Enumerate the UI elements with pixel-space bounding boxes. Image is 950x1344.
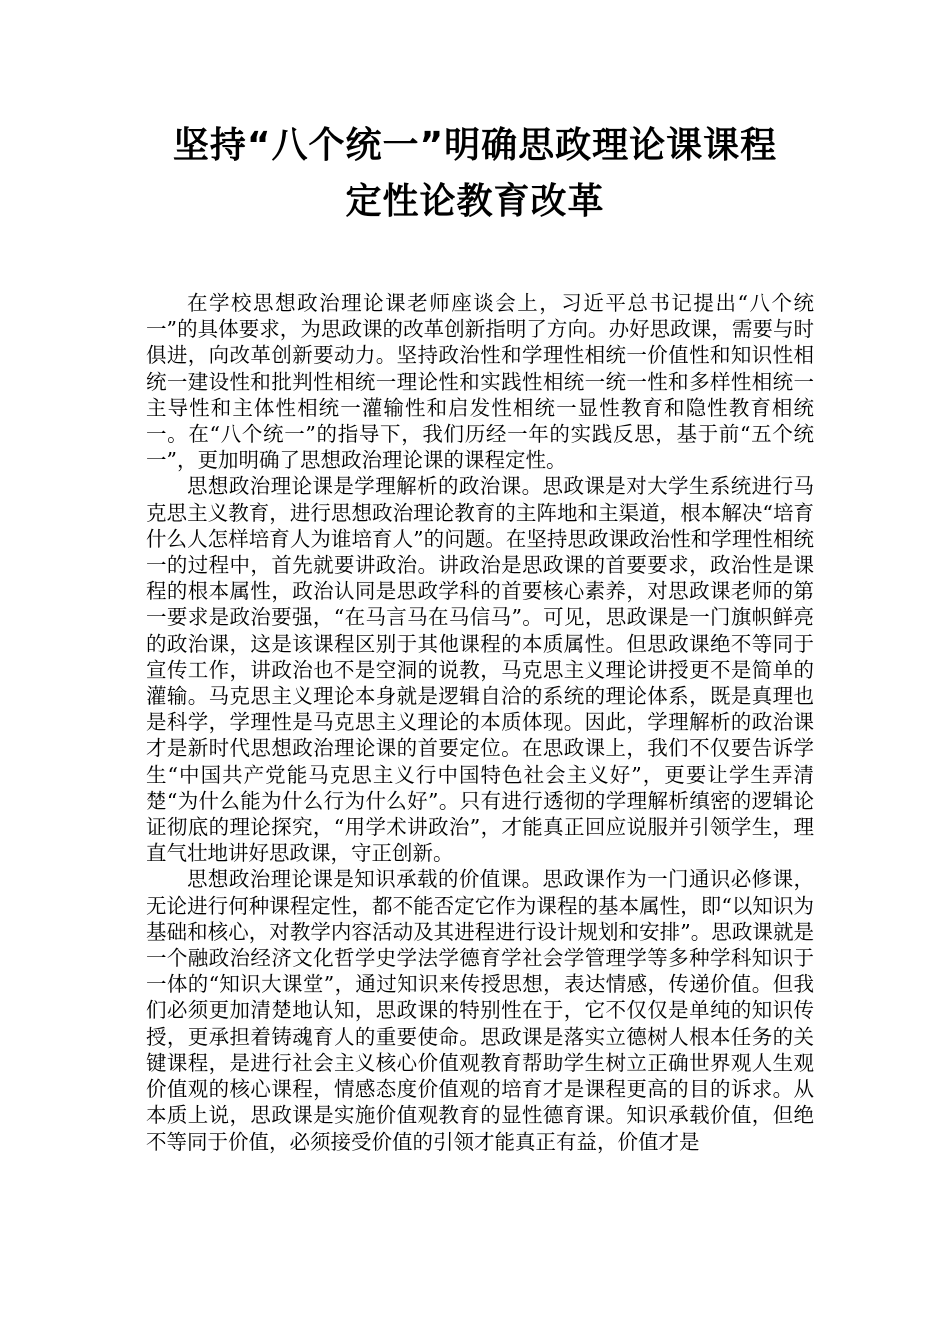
document-body: [146, 290, 814, 1155]
paragraph-3: 思想政治理论课是知识承载的价值课。思政课作为一门通识必修课，无论进行何种课程定性，都不能否定它作为课程的基本属性，即“以知识为基础和核心，对教学内容活动及其进程进行设计规划和安排”。思政课就是一个融政治经济文化哲学史学法学德育学社会学管理学等多种学科知识于一体的“知识大课堂”，通过知识来传授思想，表达情感，传递价值。但我们必须更加清楚地认知，思政课的特别性在于，它不仅仅是单纯的知识传授，更承担着铸魂育人的重要使命。思政课是落实立德树人根本任务的关键课程，是进行社会主义核心价值观教育帮助学生树立正确世界观人生观价值观的核心课程，情感态度价值观的培育才是课程更高的目的诉求。从本质上说，思政课是实施价值观教育的显性德育课。知识承载价值，但绝不等同于价值，必须接受价值的引领才能真正有益，价值才是: [146, 867, 814, 1154]
paragraph-1: 在学校思想政治理论课老师座谈会上，习近平总书记提出“八个统一”的具体要求，为思政课的改革创新指明了方向。办好思政课，需要与时俱进，向改革创新要动力。坚持政治性和学理性相统一价值性和知识性相统一建设性和批判性相统一理论性和实践性相统一统一性和多样性相统一主导性和主体性相统一灌输性和启发性相统一显性教育和隐性教育相统一。在“八个统一”的指导下，我们历经一年的实践反思，基于前“五个统一”，更加明确了思想政治理论课的课程定性。: [146, 291, 814, 473]
title-line-2: 定性论教育改革: [345, 181, 605, 222]
title-line-1: 坚持“八个统一”明确思政理论课课程: [172, 125, 778, 166]
paragraph-2: 思想政治理论课是学理解析的政治课。思政课是对大学生系统进行马克思主义教育，进行思想政治理论教育的主阵地和主渠道，根本解决“培育什么人怎样培育人为谁培育人”的问题。在坚持思政课政治性和学理性相统一的过程中，首先就要讲政治。讲政治是思政课的首要要求，政治性是课程的根本属性，政治认同是思政学科的首要核心素养，对思政课老师的第一要求是政治要强，“在马言马在马信马”。可见，思政课是一门旗帜鲜亮的政治课，这是该课程区别于其他课程的本质属性。但思政课绝不等同于宣传工作，讲政治也不是空洞的说教，马克思主义理论讲授更不是简单的灌输。马克思主义理论本身就是逻辑自洽的系统的理论体系，既是真理也是科学，学理性是马克思主义理论的本质体现。因此，学理解析的政治课才是新时代思想政治理论课的首要定位。在思政课上，我们不仅要告诉学生“中国共产党能马克思主义行中国特色社会主义好”，更要让学生弄清楚“为什么能为什么行为什么好”。只有进行透彻的学理解析缜密的逻辑论证彻底的理论探究，“用学术讲政治”，才能真正回应说服并引领学生，理直气壮地讲好思政课，守正创新。: [146, 474, 814, 866]
document-title: [60, 118, 890, 230]
